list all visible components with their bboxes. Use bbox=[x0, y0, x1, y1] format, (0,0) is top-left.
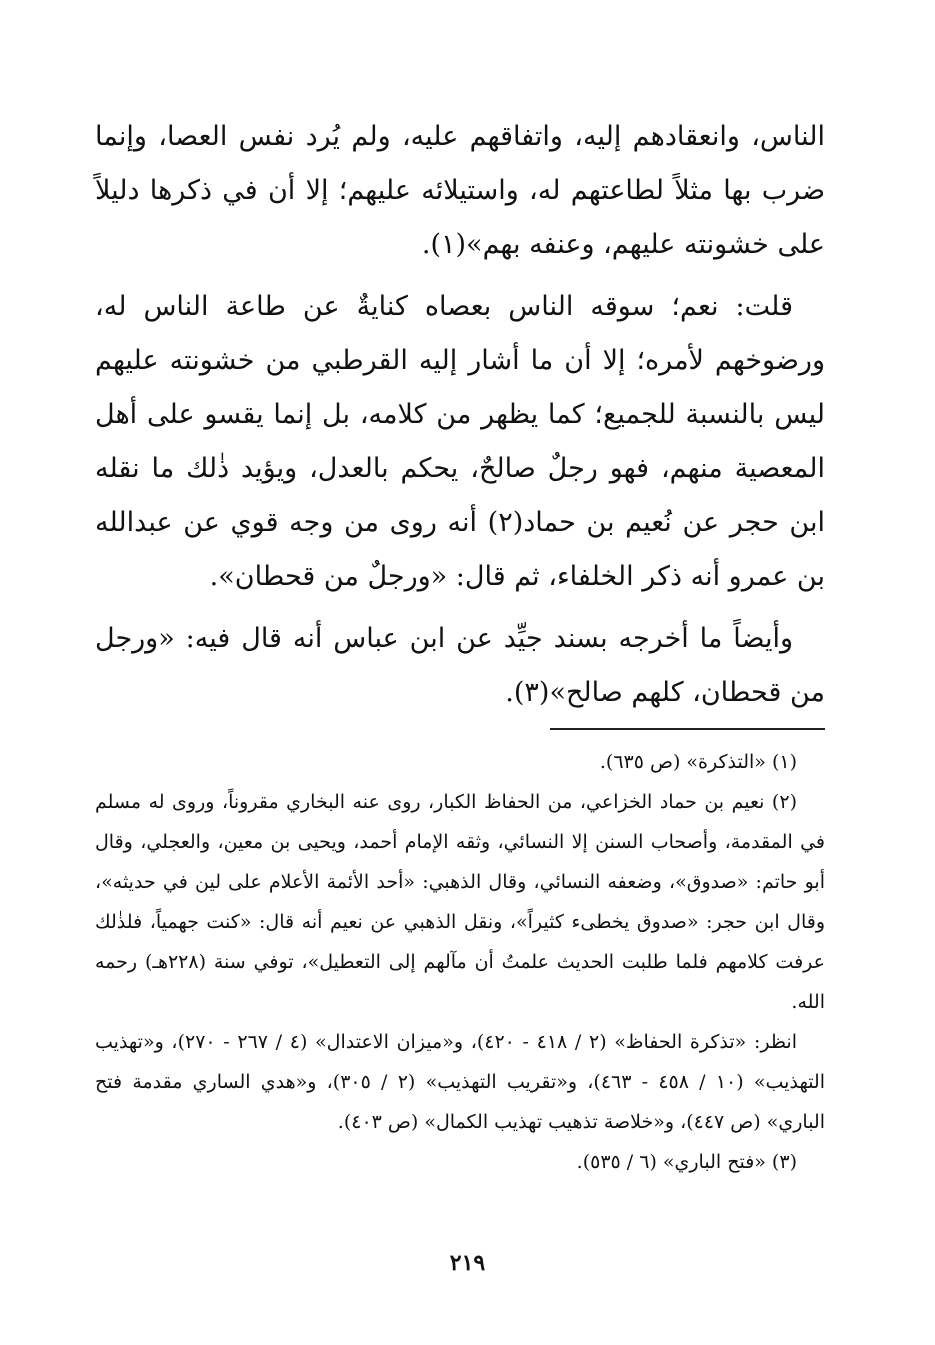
footnote-1: (١) «التذكرة» (ص ٦٣٥). bbox=[599, 751, 797, 773]
body-paragraph-1: الناس، وانعقادهم إليه، واتفاقهم عليه، ولم يُرد نفس العصا، وإنما ضرب بها مثلاً لطاعتهم له، واستيلائه عليهم؛ إلا أن في ذكرها دليلاً على خشونته عليهم، وعنفه بهم»(١). bbox=[95, 121, 825, 260]
body-paragraph-3: وأيضاً ما أخرجه بسند جيِّد عن ابن عباس أنه قال فيه: «ورجل من قحطان، كلهم صالح»(٣). bbox=[95, 623, 825, 708]
footnote-divider bbox=[550, 728, 825, 730]
footnote-2: (٢) نعيم بن حماد الخزاعي، من الحفاظ الكبار، روى عنه البخاري مقروناً، وروى له مسلم في المقدمة، وأصحاب السنن إلا النسائي، وثقه الإمام أحمد، ويحيى بن معين، والعجلي، وقال أبو حاتم: «صدوق»، وضعفه النسائي، وقال الذهبي: «أحد الأئمة الأعلام على لين في حديثه»، وقال ابن حجر: «صدوق يخطىء كثيراً»، ونقل الذهبي عن نعيم أنه قال: «كنت جهمياً، فلذٰلك عرفت كلامهم فلما طلبت الحديث علمتُ أن مآلهم إلى التعطيل»، توفي سنة (٢٢٨هـ) رحمه الله. bbox=[95, 791, 825, 1013]
body-paragraph-2: قلت: نعم؛ سوقه الناس بعصاه كنايةٌ عن طاعة الناس له، ورضوخهم لأمره؛ إلا أن ما أشار إليه القرطبي من خشونته عليهم ليس بالنسبة للجميع؛ كما يظهر من كلامه، بل إنما يقسو على أهل المعصية منهم، فهو رجلٌ صالحٌ، يحكم بالعدل، ويؤيد ذٰلك ما نقله ابن حجر عن نُعيم بن حماد(٢) أنه روى من وجه قوي عن عبدالله بن عمرو أنه ذكر الخلفاء، ثم قال: «ورجلٌ من قحطان». bbox=[95, 291, 825, 592]
page-content bbox=[95, 110, 825, 1182]
footnote-3: (٣) «فتح الباري» (٦ / ٥٣٥). bbox=[576, 1151, 797, 1173]
footnote-2-references: انظر: «تذكرة الحفاظ» (٢ / ٤١٨ - ٤٢٠)، و«ميزان الاعتدال» (٤ / ٢٦٧ - ٢٧٠)، و«تهذيب التهذيب» (١٠ / ٤٥٨ - ٤٦٣)، و«تقريب التهذيب» (٢ / ٣٠٥)، و«هدي الساري مقدمة فتح الباري» (ص ٤٤٧)، و«خلاصة تذهيب تهذيب الكمال» (ص ٤٠٣). bbox=[95, 1031, 825, 1133]
page-number: ٢١٩ bbox=[449, 1250, 486, 1276]
footnotes bbox=[95, 742, 825, 1182]
